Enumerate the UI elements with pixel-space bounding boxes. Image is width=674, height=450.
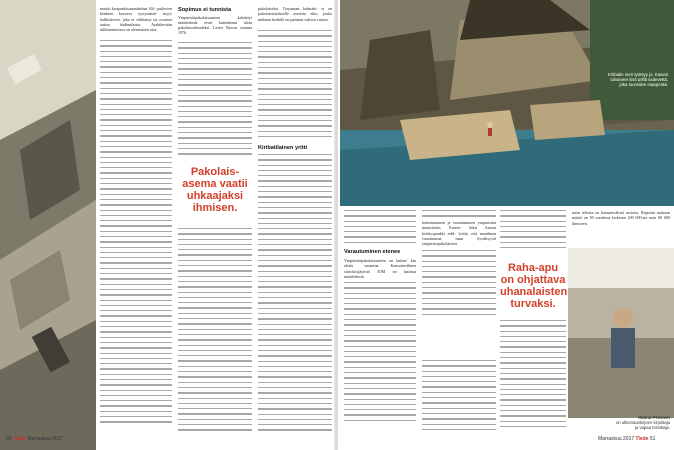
village-photo	[0, 0, 96, 450]
section-heading: Kiribatilainen yritti	[258, 145, 308, 151]
text-line: vi on pakolaisstatukselle asetettu	[258, 6, 332, 17]
text-line: määritelmät eivät kuitenkaan	[178, 19, 237, 25]
body-text-block	[500, 210, 566, 252]
text-line: kiksi Aasian kehityspankki edel-	[422, 225, 496, 236]
text-line: Arabikevään tulkitsemisessa on	[100, 21, 172, 33]
body-text-block	[258, 30, 332, 141]
text-line: siirtolaisjärjestö IOM on laatinut	[344, 268, 416, 274]
body-text-block	[344, 210, 416, 247]
text-line: kin alettu varautua. Kansainvälinen	[344, 258, 416, 269]
page-number: 51	[649, 436, 656, 442]
author-bio: on ulkomaankirjeen kirjoittaja ja vapaa toimittaja.	[616, 420, 670, 431]
left-footer	[6, 436, 63, 442]
body-text-block	[422, 250, 496, 319]
left-column-3	[258, 6, 332, 432]
text-line: arvioita. Raportin mukaan määrä	[572, 210, 670, 221]
author-photo	[568, 248, 674, 418]
magazine-name: Tiede	[12, 436, 26, 442]
text-line: ulotu pakolaisoikeudeksi. Lester	[178, 19, 252, 31]
section-heading: Sopimus ei tunnista	[178, 7, 232, 13]
body-text-block	[178, 228, 252, 432]
page-number: 50	[6, 436, 12, 442]
magazine-name: Tiede	[635, 436, 649, 442]
text-line: olennainen asia.	[130, 27, 158, 33]
photo-caption: Kiribatin meri työntyy jo. Kasvat tulvaneet sisä pöllä sadevettä, joka tuomalee maaperää.	[608, 72, 668, 88]
text-line: lyttää, että maailman vauraimmat	[422, 230, 496, 241]
right-column-1	[344, 210, 416, 432]
text-line: määritelmiä.	[344, 273, 365, 279]
kiribati-photo	[340, 0, 674, 206]
text-line: on 50 vuodessa laskenut 200 000:sta	[583, 215, 648, 221]
body-text-block	[100, 40, 172, 427]
text-line: kohentaminen ja varautuminen	[422, 220, 476, 225]
body-text-block	[422, 360, 496, 432]
body-text-block	[500, 320, 566, 431]
section-heading: Varautuminen etenee	[344, 249, 401, 255]
pull-quote: Pakolais-asema vaatii uhkaajaksi ihmisen.	[182, 166, 248, 214]
text-line: Brown vuonna 1976.	[178, 25, 252, 36]
col1-intro	[100, 6, 172, 32]
left-page	[0, 0, 336, 450]
right-footer	[598, 436, 655, 442]
text-line: pailevien kenkien kasvava tyytymättö-	[100, 6, 172, 17]
text-line: noin 80 000 ihmiseen.	[572, 215, 670, 226]
text-line: tai osannut auttaa hädänalaisia.	[100, 16, 172, 27]
author-name: Hannu Pesonen	[638, 415, 670, 420]
pull-quote: Raha-apu on ohjattava uhanalaisten turvaksi.	[500, 262, 568, 310]
text-line: ympäristön muutoksiin. Esimer-	[422, 220, 496, 231]
text-line: Ympäristöpakolaisuuteen on kuiten-	[344, 258, 408, 263]
issue-date: Marraskuu 2017	[27, 436, 64, 442]
body-text-block	[178, 42, 252, 159]
body-text-block	[422, 210, 496, 221]
body-text-block	[344, 282, 416, 425]
right-column-3	[500, 210, 566, 260]
text-line: Ympäristöpakolaisuuteen kehitetyt	[178, 14, 252, 20]
text-line: mien tehosta on kansainvälisiä	[572, 210, 625, 215]
text-line: myys hallitukseen, joka ei välittänyt	[100, 11, 172, 22]
text-line: muutti kaupunkisuunnittelun. Kil-	[100, 6, 156, 11]
right-column-2	[422, 210, 496, 432]
issue-date: Marraskuu 2017	[598, 436, 635, 442]
right-column-4	[572, 210, 670, 246]
text-line: maat hyväksyvät ympäristöpakolaisten.	[422, 235, 496, 247]
author-caption	[612, 415, 670, 430]
text-line: ehto, jonka mukaan henkilö	[258, 11, 332, 22]
right-column-3b	[500, 320, 566, 432]
text-line: pakolaiseksi. Torjunnan kulmaki-	[258, 6, 318, 11]
left-column-2	[178, 6, 252, 432]
left-column-1	[100, 6, 172, 432]
body-text-block	[258, 154, 332, 432]
text-line: on paennut valtion vainoa.	[285, 16, 329, 22]
